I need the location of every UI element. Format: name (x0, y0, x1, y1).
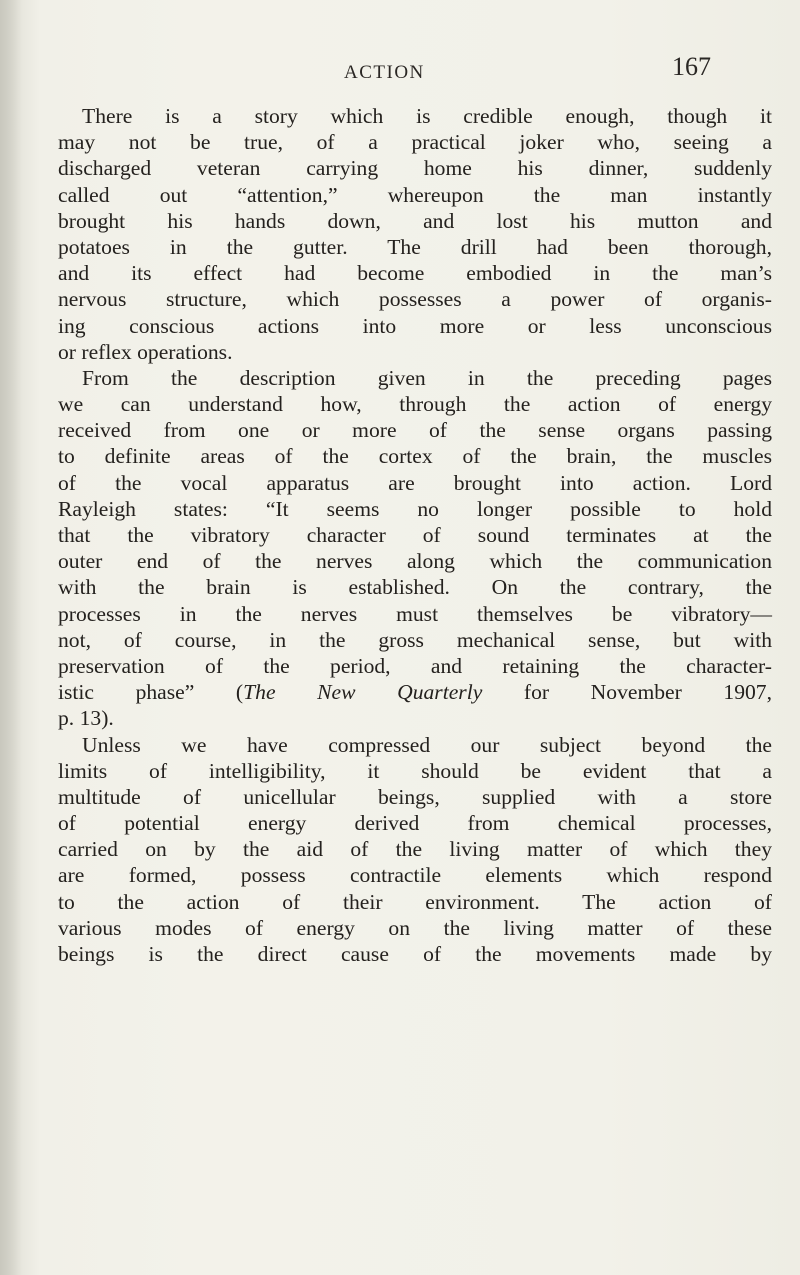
text-line: There is a story which is credible enough, though it (82, 104, 772, 128)
paragraph-3 (58, 732, 772, 968)
text-line: received from one or more of the sense organs passing (58, 418, 772, 443)
journal-title: The New Quarterly (243, 680, 483, 705)
text-line: preservation of the period, and retaining the character- (58, 653, 772, 678)
text-line: are formed, possess contractile elements which respond (58, 863, 772, 888)
text-line: brought his hands down, and lost his mutton and (58, 208, 772, 233)
text-line: potatoes in the gutter. The drill had been thorough, (58, 234, 772, 259)
paragraph-1 (58, 103, 772, 365)
body-text (58, 103, 772, 967)
text-line: we can understand how, through the action of energy (58, 392, 772, 417)
text-line: Unless we have compressed our subject beyond the (82, 732, 772, 757)
text-line: processes in the nerves must themselves be vibratory— (58, 601, 772, 626)
text-line: nervous structure, which possesses a power of organis- (58, 287, 772, 312)
text-line: From the description given in the preceding pages (82, 365, 772, 390)
text-line: Rayleigh states: “It seems no longer possible to hold (58, 496, 772, 521)
text-line: limits of intelligibility, it should be evident that a (58, 758, 772, 783)
text-line: not, of course, in the gross mechanical sense, but with (58, 627, 772, 652)
text-line: to definite areas of the cortex of the brain, the muscles (58, 444, 772, 469)
citation-before: istic phase” ( (58, 680, 244, 705)
text-line: multitude of unicellular beings, supplied with a store (58, 784, 772, 809)
text-line: and its effect had become embodied in the man’s (58, 261, 772, 286)
text-line: carried on by the aid of the living matter of which they (58, 837, 772, 862)
text-line: of the vocal apparatus are brought into action. Lord (58, 470, 772, 495)
binding-shadow (0, 0, 22, 1275)
citation-page: p. 13). (58, 706, 114, 731)
paragraph-2 (58, 365, 772, 732)
text-line: various modes of energy on the living matter of these (58, 915, 772, 940)
text-line: to the action of their environment. The action of (58, 889, 772, 914)
citation-line (58, 679, 772, 705)
text-line: that the vibratory character of sound terminates at the (58, 523, 772, 547)
text-line: beings is the direct cause of the movements made by (58, 942, 772, 966)
text-line: ing conscious actions into more or less unconscious (58, 313, 772, 338)
text-line: may not be true, of a practical joker who, seeing a (58, 130, 772, 155)
page-number: 167 (672, 52, 711, 81)
text-line: or reflex operations. (58, 339, 233, 364)
text-line: of potential energy derived from chemical processes, (58, 811, 772, 836)
citation-after: for November 1907, (482, 680, 773, 705)
text-line: called out “attention,” whereupon the man instantly (58, 182, 772, 207)
text-line: with the brain is established. On the contrary, the (58, 575, 772, 600)
running-head: ACTION (344, 62, 425, 83)
text-line: outer end of the nerves along which the communication (58, 549, 772, 574)
text-line: discharged veteran carrying home his dinner, suddenly (58, 156, 772, 181)
